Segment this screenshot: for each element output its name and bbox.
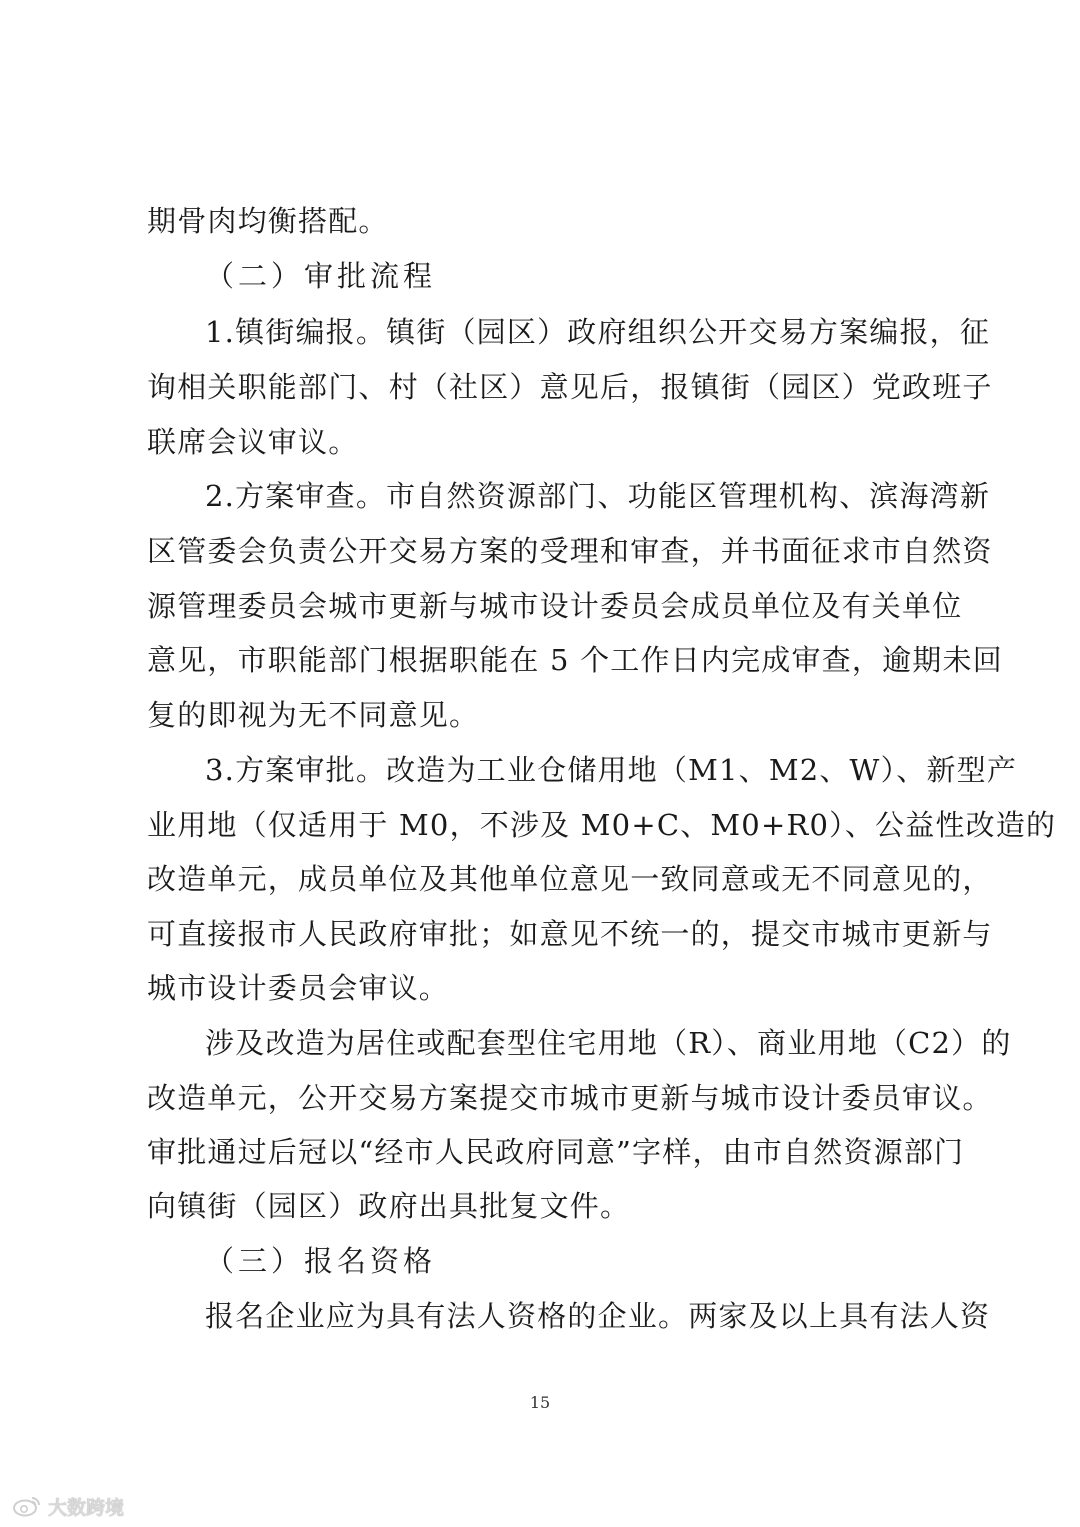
paragraph-line: 区管委会负责公开交易方案的受理和审查，并书面征求市自然资 <box>147 534 993 568</box>
paragraph-line: 改造单元，成员单位及其他单位意见一致同意或无不同意见的， <box>147 862 993 896</box>
paragraph-line: 城市设计委员会审议。 <box>147 971 450 1005</box>
paragraph-line: 业用地（仅适用于 M0，不涉及 M0+C、M0+R0）、公益性改造的 <box>147 808 1057 842</box>
paragraph-line: 复的即视为无不同意见。 <box>147 698 480 732</box>
paragraph-line: 询相关职能部门、村（社区）意见后，报镇街（园区）党政班子 <box>147 370 993 404</box>
weibo-icon <box>12 1495 42 1517</box>
page-number: 15 <box>529 1393 551 1412</box>
paragraph-line: 2.方案审查。市自然资源部门、功能区管理机构、滨海湾新 <box>205 479 991 513</box>
paragraph-line: 期骨肉均衡搭配。 <box>147 204 389 238</box>
paragraph-line: 涉及改造为居住或配套型住宅用地（R）、商业用地（C2）的 <box>205 1026 1012 1060</box>
paragraph-line: 3.方案审批。改造为工业仓储用地（M1、M2、W）、新型产 <box>205 753 1018 787</box>
paragraph-line: 联席会议审议。 <box>147 425 359 459</box>
paragraph-line: 意见，市职能部门根据职能在 5 个工作日内完成审查，逾期未回 <box>147 643 1003 677</box>
watermark-text: 大数跨境 <box>48 1496 125 1519</box>
section-heading: （三）报名资格 <box>205 1244 437 1278</box>
paragraph-line: 改造单元，公开交易方案提交市城市更新与城市设计委员审议。 <box>147 1081 993 1115</box>
section-heading: （二）审批流程 <box>205 259 437 293</box>
paragraph-line: 1.镇街编报。镇街（园区）政府组织公开交易方案编报，征 <box>205 315 991 349</box>
paragraph-line: 向镇街（园区）政府出具批复文件。 <box>147 1189 631 1223</box>
paragraph-line: 审批通过后冠以“经市人民政府同意”字样，由市自然资源部门 <box>147 1135 965 1169</box>
paragraph-line: 源管理委员会城市更新与城市设计委员会成员单位及有关单位 <box>147 589 963 623</box>
paragraph-line: 报名企业应为具有法人资格的企业。两家及以上具有法人资 <box>205 1299 991 1333</box>
paragraph-line: 可直接报市人民政府审批；如意见不统一的，提交市城市更新与 <box>147 917 993 951</box>
watermark <box>12 1493 124 1519</box>
